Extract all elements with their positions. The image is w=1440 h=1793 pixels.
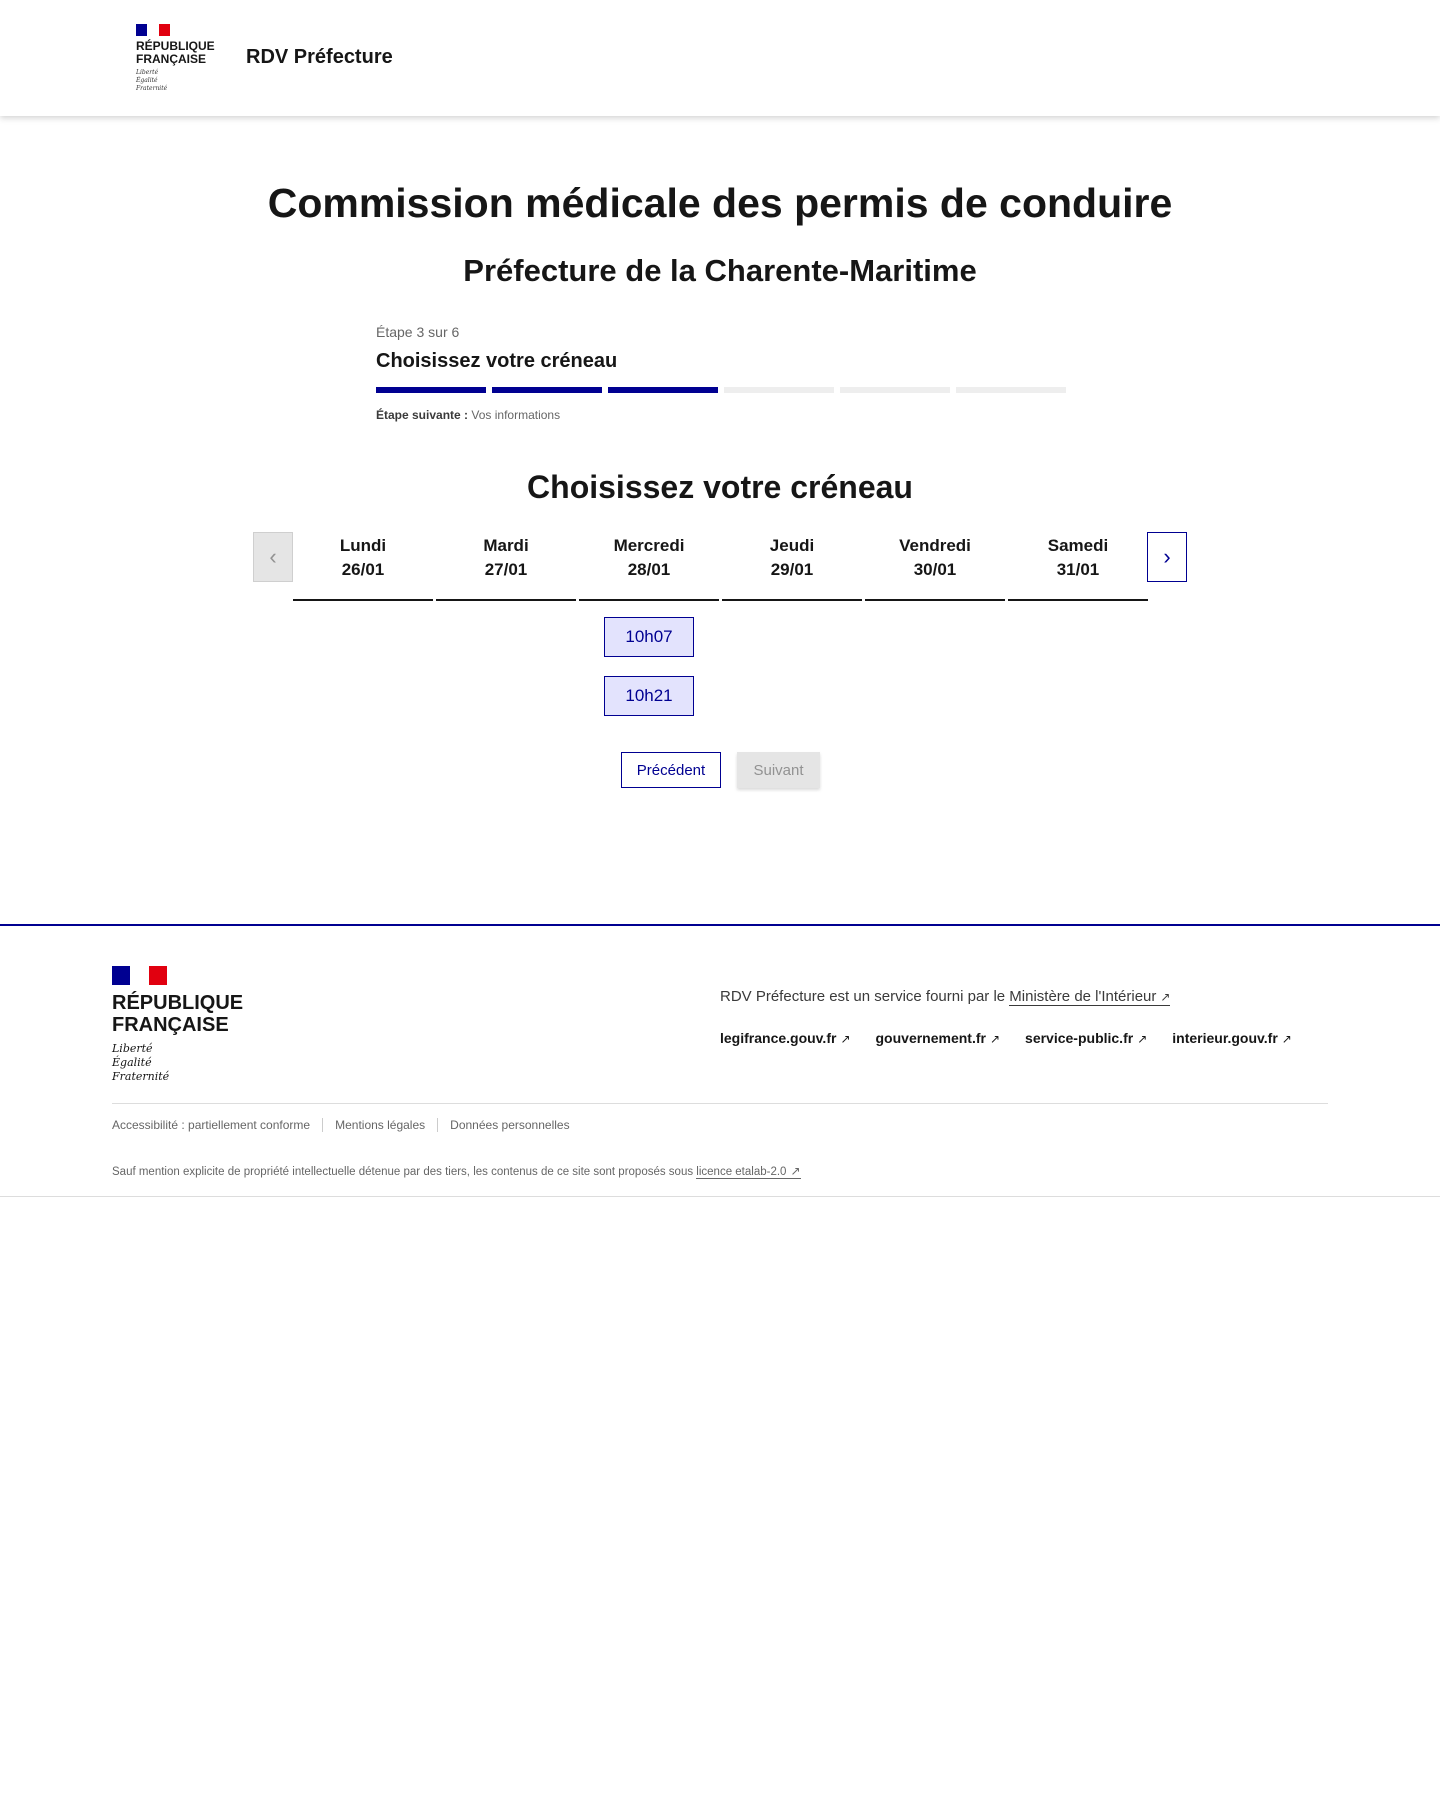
day-name: Vendredi [899,536,971,555]
day-date: 30/01 [913,560,957,579]
stepper-progress [376,387,1066,393]
footer-link[interactable] [1025,1030,1147,1046]
site-header [0,0,1440,116]
external-link-icon: ↗ [1281,1032,1292,1046]
licence-link[interactable] [696,1166,800,1179]
stepper-bar [376,387,486,393]
stepper-bar [956,387,1066,393]
day-name: Jeudi [769,536,815,555]
stepper [376,324,1066,422]
day-date: 28/01 [627,560,671,579]
service-title[interactable]: RDV Préfecture [246,46,393,68]
footer-divider [112,1103,1328,1104]
footer-legal-text: Sauf mention explicite de propriété intellectuelle détenue par des tiers, les contenus de ce site sont proposés sous [112,1166,697,1178]
stepper-next-value: Vos informations [471,408,561,422]
ministere-link-label: Ministère de l'Intérieur [1009,988,1157,1005]
external-link-icon: ↗ [790,1164,801,1178]
footer-brand-motto: Liberté Égalité Fraternité [112,1042,170,1083]
footer-link-label: legifrance.gouv.fr [720,1030,837,1046]
calendar-day-header [1008,532,1148,601]
calendar-day-header [865,532,1005,601]
stepper-bar [724,387,834,393]
ministere-link[interactable] [1009,988,1170,1006]
footer-legal [112,1164,801,1178]
time-slot-button[interactable]: 10h07 [604,617,694,657]
page-title: Commission médicale des permis de conduire [267,180,1173,226]
day-date: 31/01 [1056,560,1100,579]
footer-link[interactable] [1172,1030,1292,1046]
time-slot-button[interactable]: 10h21 [604,676,694,716]
site-footer [0,924,1440,1197]
chevron-right-icon: › [1163,544,1171,569]
marianne-flag-icon [136,24,170,36]
day-date: 27/01 [484,560,528,579]
calendar-days [293,532,1148,601]
marianne-flag-icon [112,966,167,985]
calendar-day-header [436,532,576,601]
calendar-day-header [722,532,862,601]
footer-description-text: RDV Préfecture est un service fourni par le [720,988,1010,1005]
footer-bottom-link[interactable]: Accessibilité : partiellement conforme [112,1118,311,1132]
stepper-bar [840,387,950,393]
page-subtitle: Préfecture de la Charente-Maritime [463,253,977,288]
footer-link[interactable] [720,1030,851,1046]
previous-week-button[interactable] [253,532,293,582]
footer-bottom-links [112,1118,582,1132]
next-week-button[interactable] [1147,532,1187,582]
next-button[interactable]: Suivant [737,752,820,788]
day-name: Lundi [339,536,387,555]
stepper-title: Choisissez votre créneau [376,350,618,372]
stepper-state: Étape 3 sur 6 [376,324,460,340]
previous-button[interactable]: Précédent [621,752,721,788]
footer-brand-name: RÉPUBLIQUE FRANÇAISE [112,992,244,1036]
brand-motto: Liberté Égalité Fraternité [136,69,168,92]
footer-description [720,988,1170,1005]
stepper-next-step [376,408,1066,422]
footer-link-label: gouvernement.fr [875,1030,986,1046]
stepper-next-label: Étape suivante : [376,408,469,422]
calendar-title: Choisissez votre créneau [527,469,913,505]
brand-name: RÉPUBLIQUE FRANÇAISE [136,39,215,66]
republique-francaise-logo[interactable] [136,24,218,93]
stepper-bar [492,387,602,393]
footer-bottom-link[interactable]: Mentions légales [322,1118,437,1132]
day-date: 26/01 [341,560,385,579]
external-link-icon: ↗ [1137,1032,1148,1046]
footer-bottom-link[interactable]: Données personnelles [437,1118,581,1132]
stepper-bar [608,387,718,393]
footer-link-label: interieur.gouv.fr [1172,1030,1278,1046]
day-name: Mercredi [613,536,685,555]
day-name: Mardi [483,536,529,555]
calendar-day-header [579,532,719,601]
footer-link[interactable] [876,1030,1001,1046]
chevron-left-icon: ‹ [269,544,277,569]
licence-link-label: licence etalab-2.0 [696,1166,787,1178]
day-date: 29/01 [770,560,814,579]
footer-republique-francaise-logo[interactable] [112,966,243,1084]
footer-links [720,1030,1292,1046]
footer-link-label: service-public.fr [1025,1030,1134,1046]
calendar-day-header [293,532,433,601]
external-link-icon: ↗ [989,1032,1001,1046]
day-name: Samedi [1047,536,1109,555]
external-link-icon: ↗ [1160,990,1171,1004]
external-link-icon: ↗ [840,1032,851,1046]
